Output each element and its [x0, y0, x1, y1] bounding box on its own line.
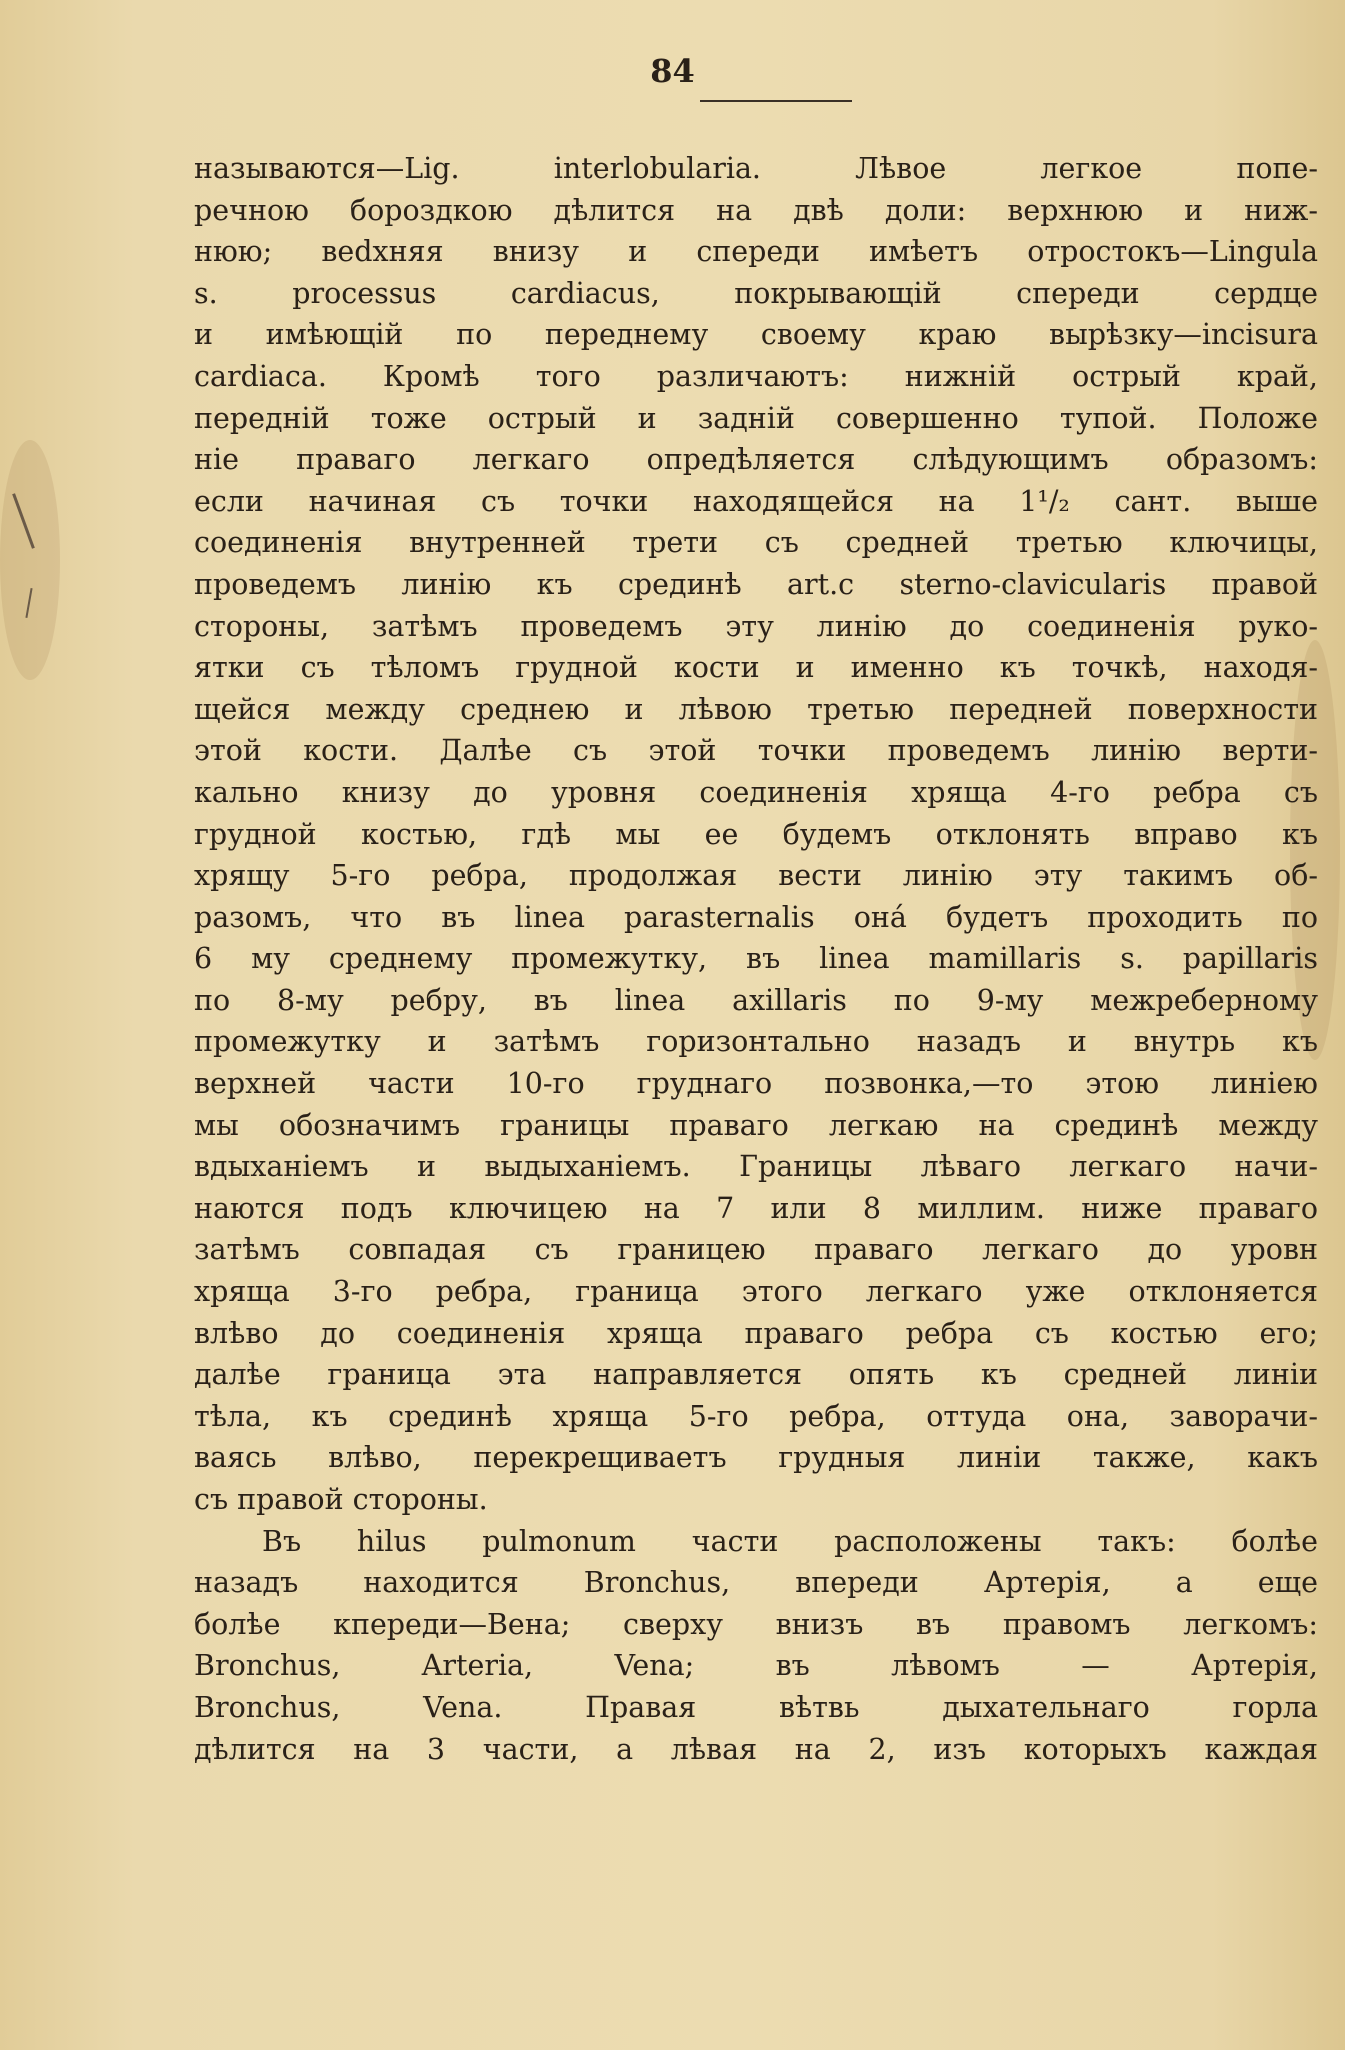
- text-line: по 8-му ребру, въ linea axillaris по 9-му межреберному: [194, 983, 1318, 1017]
- text-line: этой кости. Далѣе съ этой точки проведемъ линію верти-: [194, 734, 1318, 768]
- text-line: съ правой стороны.: [194, 1483, 488, 1516]
- text-line: проведемъ линію къ срединѣ art.c sterno-clavicularis правой: [194, 567, 1318, 601]
- text-line: назадъ находится Bronchus, впереди Артерія, а еще: [194, 1566, 1318, 1600]
- text-line: стороны, затѣмъ проведемъ эту линію до соединенія руко-: [194, 609, 1318, 643]
- page-number: 84: [650, 52, 695, 90]
- text-line: грудной костью, гдѣ мы ее будемъ отклонять вправо къ: [194, 817, 1318, 851]
- text-line: затѣмъ совпадая съ границею праваго легкаго до уровн: [194, 1233, 1318, 1267]
- text-line: Въ hilus pulmonum части расположены такъ: болѣе: [262, 1524, 1318, 1558]
- text-line: хрящу 5-го ребра, продолжая вести линію эту такимъ об-: [194, 859, 1318, 893]
- text-line: cardiaca. Кромѣ того различаютъ: нижній острый край,: [194, 359, 1318, 393]
- text-line: ваясь влѣво, перекрещиваетъ грудныя линіи также, какъ: [194, 1441, 1318, 1475]
- text-line: тѣла, къ срединѣ хряща 5-го ребра, оттуда она, заворачи-: [194, 1399, 1318, 1433]
- text-line: s. processus cardiacus, покрывающій спереди сердце: [194, 276, 1318, 310]
- text-line: наются подъ ключицею на 7 или 8 миллим. ниже праваго: [194, 1191, 1318, 1225]
- text-line: промежутку и затѣмъ горизонтально назадъ и внутрь къ: [194, 1025, 1318, 1059]
- text-line: соединенія внутренней трети съ средней третью ключицы,: [194, 526, 1318, 560]
- text-line: влѣво до соединенія хряща праваго ребра съ костью его;: [194, 1316, 1318, 1350]
- text-line: верхней части 10-го груднаго позвонка,—то этою линіею: [194, 1067, 1318, 1101]
- text-line: кально книзу до уровня соединенія хряща 4-го ребра съ: [194, 775, 1318, 809]
- text-line: ніе праваго легкаго опредѣляется слѣдующимъ образомъ:: [194, 443, 1318, 477]
- text-line: щейся между среднею и лѣвою третью передней поверхности: [194, 692, 1318, 726]
- text-line: мы обозначимъ границы праваго легкаю на срединѣ между: [194, 1108, 1318, 1142]
- text-line: если начиная съ точки находящейся на 1¹/₂ сант. выше: [194, 484, 1318, 518]
- text-line: разомъ, что въ linea parasternalis онá будетъ проходить по: [194, 900, 1318, 934]
- text-line: ятки съ тѣломъ грудной кости и именно къ точкѣ, находя-: [194, 651, 1318, 685]
- text-line: хряща 3-го ребра, граница этого легкаго уже отклоняется: [194, 1275, 1318, 1309]
- text-line: далѣе граница эта направляется опять къ средней линіи: [194, 1358, 1318, 1392]
- page-number-rule: [700, 100, 852, 102]
- text-line: болѣе кпереди—Вена; сверху внизъ въ правомъ легкомъ:: [194, 1607, 1318, 1641]
- text-line: и имѣющій по переднему своему краю вырѣзку—incisura: [194, 318, 1318, 352]
- text-line: называются—Lig. interlobularia. Лѣвое легкое попе-: [194, 152, 1318, 185]
- text-line: нюю; веdхняя внизу и спереди имѣетъ отростокъ—Lingula: [194, 235, 1318, 269]
- text-line: Bronchus, Arteria, Vena; въ лѣвомъ — Артерія,: [194, 1649, 1318, 1683]
- text-line: передній тоже острый и задній совершенно тупой. Положе: [194, 401, 1318, 435]
- text-line: Bronchus, Vena. Правая вѣтвь дыхательнаго горла: [194, 1690, 1318, 1724]
- text-line: вдыханіемъ и выдыханіемъ. Границы лѣваго легкаго начи-: [194, 1150, 1318, 1184]
- text-line: 6 му среднему промежутку, въ linea mamillaris s. papillaris: [194, 942, 1318, 976]
- page-stain: [0, 440, 60, 680]
- text-line: речною бороздкою дѣлится на двѣ доли: верхнюю и ниж-: [194, 193, 1318, 227]
- text-line: дѣлится на 3 части, а лѣвая на 2, изъ которыхъ каждая: [194, 1732, 1318, 1766]
- body-text: [194, 148, 1318, 1770]
